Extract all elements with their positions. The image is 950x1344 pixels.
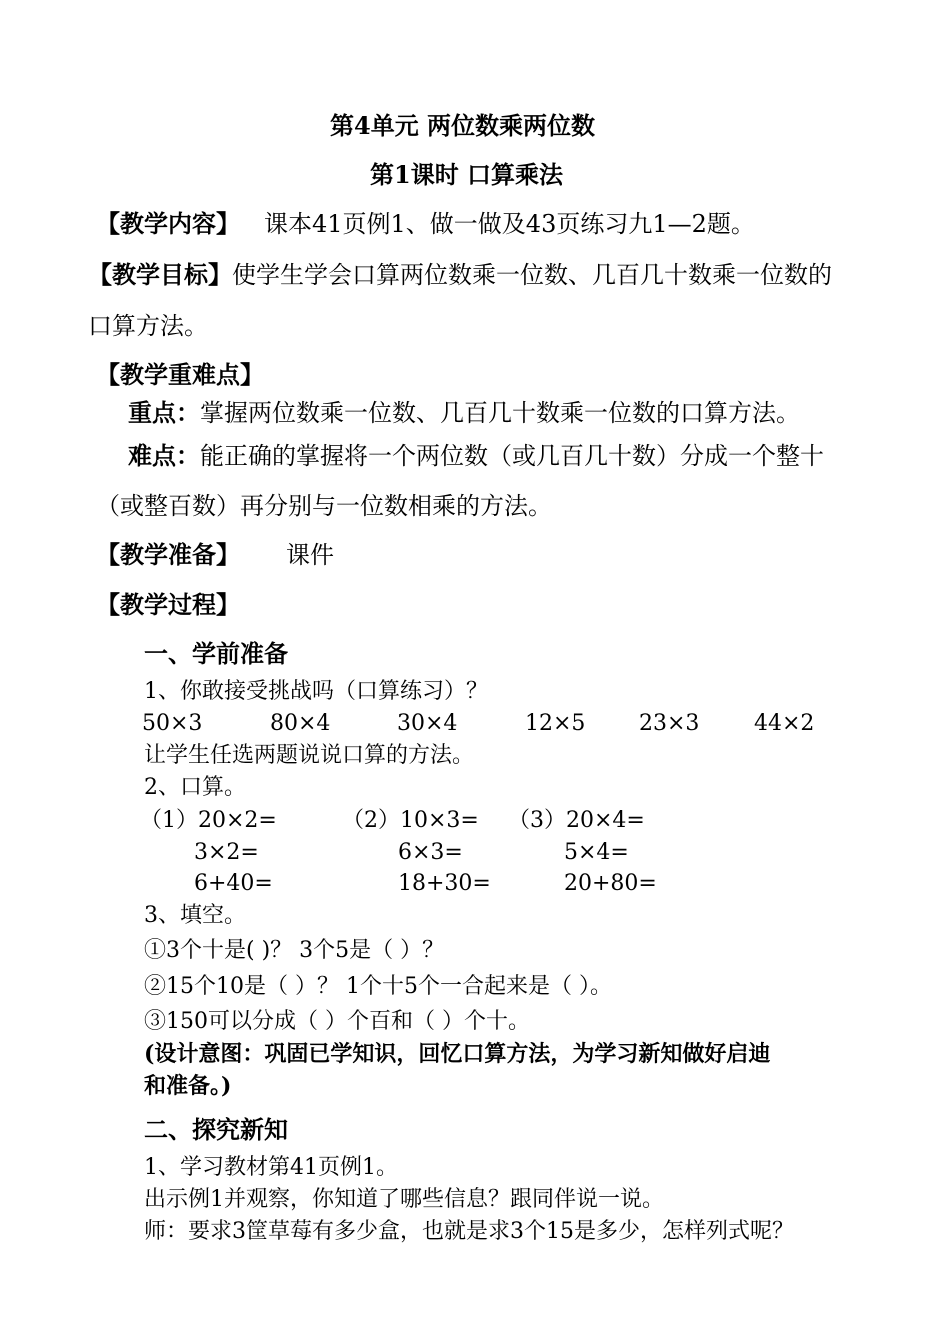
design-intent-line1: (设计意图：巩固已学知识，回忆口算方法，为学习新知做好启迪 — [144, 1041, 771, 1067]
teaching-content-text: 课本41页例1、做一做及43页练习九1—2题。 — [264, 210, 755, 238]
section1-heading: 一、学前准备 — [144, 639, 288, 668]
q2-r1-c2: （2）10×3= — [342, 808, 479, 833]
keypoints-label: 【教学重难点】 — [96, 360, 264, 389]
q3-item-2: ②15个10是（ ）？ 1个十5个一合起来是（ ）。 — [144, 974, 612, 999]
q2-r2-c2: 6×3= — [398, 840, 463, 865]
teaching-prep-text: 课件 — [286, 541, 334, 569]
q2-text: 2、口算。 — [144, 775, 246, 800]
hard-point-cont: （或整百数）再分别与一位数相乘的方法。 — [96, 492, 552, 520]
section2-heading: 二、探究新知 — [144, 1115, 288, 1144]
teaching-prep-label: 【教学准备】 — [96, 540, 240, 569]
q3-item-3: ③150可以分成（ ）个百和（ ）个十。 — [144, 1009, 530, 1034]
teaching-content-label: 【教学内容】 — [96, 209, 240, 238]
key-point-text: 掌握两位数乘一位数、几百几十数乘一位数的口算方法。 — [200, 399, 800, 427]
q2-r3-c2: 18+30= — [398, 871, 491, 896]
section2-line3: 师：要求3筐草莓有多少盒，也就是求3个15是多少，怎样列式呢？ — [144, 1219, 794, 1244]
q1-item-1: 50×3 — [142, 711, 203, 736]
process-label: 【教学过程】 — [96, 590, 240, 619]
q1-item-4: 12×5 — [525, 711, 586, 736]
q3-text: 3、填空。 — [144, 903, 246, 928]
teaching-prep — [96, 540, 334, 569]
q1-item-5: 23×3 — [639, 711, 700, 736]
section2-line1: 1、学习教材第41页例1。 — [144, 1155, 398, 1180]
q3-item-1: ①3个十是( )？ 3个5是（ ）？ — [144, 938, 445, 963]
key-point — [128, 398, 800, 427]
key-point-label: 重点： — [128, 398, 200, 427]
page-title: 第4单元 两位数乘两位数 — [330, 111, 596, 140]
lesson-subtitle: 第1课时 口算乘法 — [370, 160, 564, 189]
q2-r1-c1: （1）20×2= — [140, 808, 277, 833]
q1-item-2: 80×4 — [270, 711, 331, 736]
q2-r3-c1: 6+40= — [194, 871, 273, 896]
q2-r2-c3: 5×4= — [564, 840, 629, 865]
teaching-goals-text: 使学生学会口算两位数乘一位数、几百几十数乘一位数的 — [232, 261, 832, 289]
q1-note: 让学生任选两题说说口算的方法。 — [144, 743, 475, 768]
q2-r3-c3: 20+80= — [564, 871, 657, 896]
teaching-goals-cont: 口算方法。 — [88, 312, 208, 340]
section2-line2: 出示例1并观察，你知道了哪些信息？跟同伴说一说。 — [144, 1187, 664, 1212]
teaching-content — [96, 209, 755, 238]
q2-r2-c1: 3×2= — [194, 840, 259, 865]
q1-text: 1、你敢接受挑战吗（口算练习）？ — [144, 679, 488, 704]
q1-item-6: 44×2 — [754, 711, 815, 736]
q2-r1-c3: （3）20×4= — [508, 808, 645, 833]
teaching-goals-label: 【教学目标】 — [88, 260, 232, 289]
q1-item-3: 30×4 — [397, 711, 458, 736]
design-intent-line2: 和准备。) — [144, 1073, 232, 1099]
teaching-goals — [88, 260, 832, 289]
hard-point-label: 难点： — [128, 441, 200, 470]
hard-point-text: 能正确的掌握将一个两位数（或几百几十数）分成一个整十 — [200, 442, 824, 470]
hard-point — [128, 441, 824, 470]
